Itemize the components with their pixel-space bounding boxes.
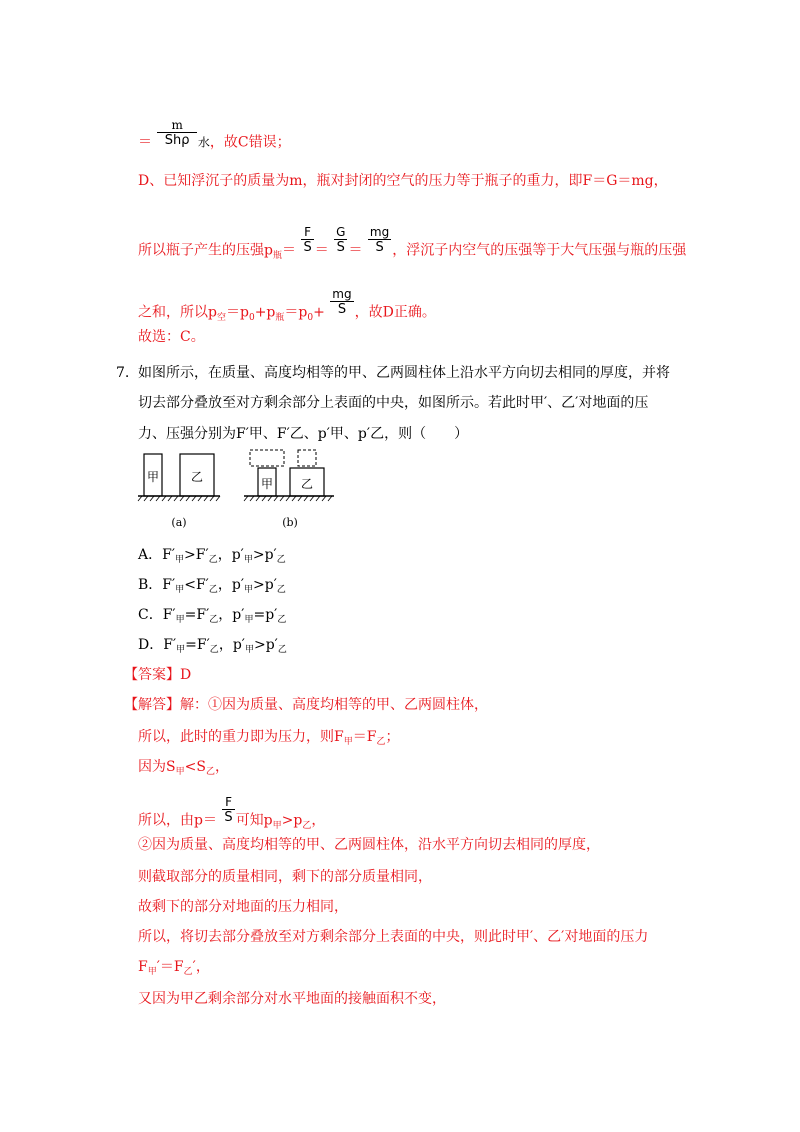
text: F′ — [196, 607, 210, 623]
text: F′ — [162, 607, 176, 623]
cut-piece-jia-on-yi — [298, 450, 316, 466]
figure-svg — [138, 444, 338, 530]
text: p′ — [265, 637, 278, 653]
text: 所以瓶子产生的压强p — [138, 242, 273, 259]
text: 之和，所以p — [138, 304, 217, 321]
text: ′， — [192, 959, 210, 975]
subscript: 乙 — [208, 585, 218, 595]
separator: ， — [217, 547, 232, 563]
operator: > — [184, 547, 196, 563]
c-wrong-text: ，故C错误； — [209, 134, 291, 151]
separator: ， — [218, 607, 233, 623]
fraction-denominator: S — [303, 240, 312, 255]
figure-cylinders — [138, 444, 338, 534]
figure-a — [138, 454, 220, 529]
text: p′ — [232, 637, 245, 653]
text: 解：①因为质量、高度均相等的甲、乙两圆柱体， — [180, 697, 488, 713]
text: p′ — [232, 607, 245, 623]
text: 所以，由p＝ — [138, 812, 217, 829]
text: ＝F — [352, 729, 377, 745]
separator: ， — [218, 637, 233, 653]
text: F′ — [195, 547, 209, 563]
text: ＝p — [284, 304, 308, 321]
solution-line-d-intro: D、已知浮沉子的质量为m，瓶对封闭的空气的压力等于瓶子的重力，即F＝G＝mg， — [138, 173, 668, 189]
subscript: 乙 — [208, 555, 218, 565]
answer-tag: 【答案】 — [124, 667, 180, 683]
solution-tag: 【解答】 — [124, 697, 180, 713]
text: F′ — [163, 637, 177, 653]
subscript: 乙 — [277, 645, 287, 655]
fraction-denominator: S — [336, 240, 345, 255]
subscript: 乙 — [183, 967, 193, 977]
subscript: 甲 — [244, 615, 254, 625]
separator: ， — [217, 577, 232, 593]
fraction-numerator: F — [222, 796, 234, 810]
operator: = — [184, 607, 197, 623]
subscript: 甲 — [272, 820, 282, 831]
text: ， — [311, 812, 326, 829]
text: p′ — [264, 577, 277, 593]
subscript: 0 — [307, 312, 314, 323]
text: ＝p — [225, 304, 249, 321]
subscript-shui: 水 — [197, 135, 210, 150]
fraction-denominator: S — [337, 302, 347, 317]
subscript: 甲 — [243, 555, 253, 565]
operator: > — [252, 547, 265, 563]
fraction-f-over-s — [301, 226, 313, 255]
text: ，故D正确。 — [354, 304, 436, 321]
operator: > — [253, 577, 265, 593]
text: p′ — [265, 607, 278, 623]
fraction-denominator: S — [375, 240, 384, 255]
fraction-mg-over-s — [330, 288, 353, 317]
text: ； — [385, 729, 400, 745]
caption-b: (b) — [282, 516, 298, 529]
solution-line-1 — [124, 696, 488, 714]
fraction-denominator: Shρ — [164, 133, 190, 148]
fraction-denominator: S — [224, 810, 233, 825]
equals-sign: ＝ — [314, 242, 329, 259]
fraction-numerator: m — [157, 119, 196, 133]
label-yi-b: 乙 — [300, 477, 314, 491]
subscript: 甲 — [175, 615, 185, 625]
solution-choice: 故选：C。 — [138, 329, 205, 345]
question-line-2: 切去部分叠放至对方剩余部分上表面的中央，如图所示。若此时甲′、乙′对地面的压 — [138, 395, 649, 411]
label-jia-a: 甲 — [146, 470, 160, 484]
text: p′ — [264, 547, 277, 563]
operator: < — [184, 577, 196, 593]
text: F′ — [162, 547, 176, 563]
operator: = — [253, 607, 266, 623]
subscript: 甲 — [343, 737, 353, 747]
option-b[interactable] — [138, 576, 286, 596]
text: F′ — [196, 637, 210, 653]
option-label: C． — [138, 607, 163, 623]
subscript: 甲 — [175, 767, 185, 777]
subscript: 空 — [216, 312, 226, 323]
fraction-numerator: mg — [369, 225, 390, 239]
solution-line-5: ②因为质量、高度均相等的甲、乙两圆柱体，沿水平方向切去相同的厚度， — [138, 837, 600, 853]
label-jia-b: 甲 — [260, 477, 274, 491]
label-yi-a: 乙 — [190, 470, 204, 484]
subscript: 瓶 — [272, 250, 282, 261]
solution-line-air-pressure — [138, 287, 436, 327]
text: <S — [184, 759, 206, 775]
solution-line-6: 则截取部分的质量相同，剩下的部分质量相同， — [138, 869, 432, 885]
subscript: 甲 — [175, 585, 185, 595]
solution-line-4 — [138, 795, 326, 835]
solution-line-8: 所以，将切去部分叠放至对方剩余部分上表面的中央，则此时甲′、乙′对地面的压力 — [138, 929, 649, 945]
equals-sign: ＝ — [348, 242, 363, 259]
subscript: 甲 — [176, 645, 186, 655]
fraction-m-over-sh-rho — [157, 119, 196, 148]
solution-line-bottle-pressure — [138, 225, 687, 265]
solution-line-2 — [138, 728, 399, 748]
equals-sign: ＝ — [138, 134, 152, 151]
text: p′ — [231, 577, 245, 593]
option-d[interactable] — [138, 636, 287, 656]
figure-b — [244, 450, 334, 529]
solution-line-c-conclusion — [138, 118, 291, 157]
fraction-numerator: mg — [332, 287, 352, 301]
subscript: 乙 — [277, 615, 287, 625]
solution-line-7: 故剩下的部分对地面的压力相同， — [138, 899, 348, 915]
cut-piece-yi-on-jia — [250, 450, 284, 466]
fraction-mg-over-s — [368, 226, 391, 255]
option-label: D． — [138, 637, 164, 653]
operator: = — [185, 637, 197, 653]
subscript: 乙 — [276, 555, 286, 565]
subscript: 乙 — [209, 615, 219, 625]
option-label: B． — [138, 577, 163, 593]
subscript: 瓶 — [275, 312, 285, 323]
operator: > — [253, 637, 266, 653]
option-a[interactable] — [138, 546, 286, 566]
option-label: A． — [138, 547, 163, 563]
text: ′＝F — [156, 959, 184, 975]
text: 因为S — [138, 759, 176, 775]
subscript: 乙 — [302, 820, 312, 831]
question-line-3: 力、压强分别为F′甲、F′乙、p′甲、p′乙，则（ ） — [138, 426, 469, 442]
subscript: 甲 — [175, 555, 185, 565]
solution-line-10: 又因为甲乙剩余部分对水平地面的接触面积不变， — [138, 991, 446, 1007]
equals-sign: ＝ — [281, 242, 296, 259]
text: F′ — [195, 577, 209, 593]
answer-value: D — [180, 667, 192, 683]
subscript: 甲 — [244, 645, 254, 655]
subscript: 甲 — [147, 967, 157, 977]
subscript: 乙 — [209, 645, 219, 655]
solution-line-9 — [138, 958, 210, 978]
fraction-numerator: F — [301, 226, 313, 240]
question-line-1: 如图所示，在质量、高度均相等的甲、乙两圆柱体上沿水平方向切去相同的厚度，并将 — [138, 365, 670, 381]
fraction-numerator: G — [336, 225, 346, 239]
fraction-f-over-s — [222, 796, 234, 825]
answer-line — [124, 666, 191, 684]
text: +p — [254, 304, 276, 321]
text: 可知p — [235, 812, 273, 829]
text: 所以，此时的重力即为压力，则F — [138, 729, 344, 745]
subscript: 乙 — [376, 737, 386, 747]
fraction-g-over-s — [334, 226, 347, 255]
subscript: 甲 — [244, 585, 254, 595]
text: ， — [214, 759, 229, 775]
text: F — [138, 959, 148, 975]
text: + — [313, 304, 325, 321]
text: F′ — [162, 577, 176, 593]
text: p′ — [231, 547, 244, 563]
question-number: 7. — [116, 365, 130, 381]
solution-line-3 — [138, 758, 229, 778]
subscript: 0 — [248, 312, 255, 323]
caption-a: (a) — [171, 516, 187, 529]
option-c[interactable] — [138, 606, 286, 626]
subscript: 乙 — [205, 767, 215, 777]
text: >p — [281, 812, 303, 829]
text: ，浮沉子内空气的压强等于大气压强与瓶的压强 — [392, 242, 687, 259]
subscript: 乙 — [276, 585, 286, 595]
